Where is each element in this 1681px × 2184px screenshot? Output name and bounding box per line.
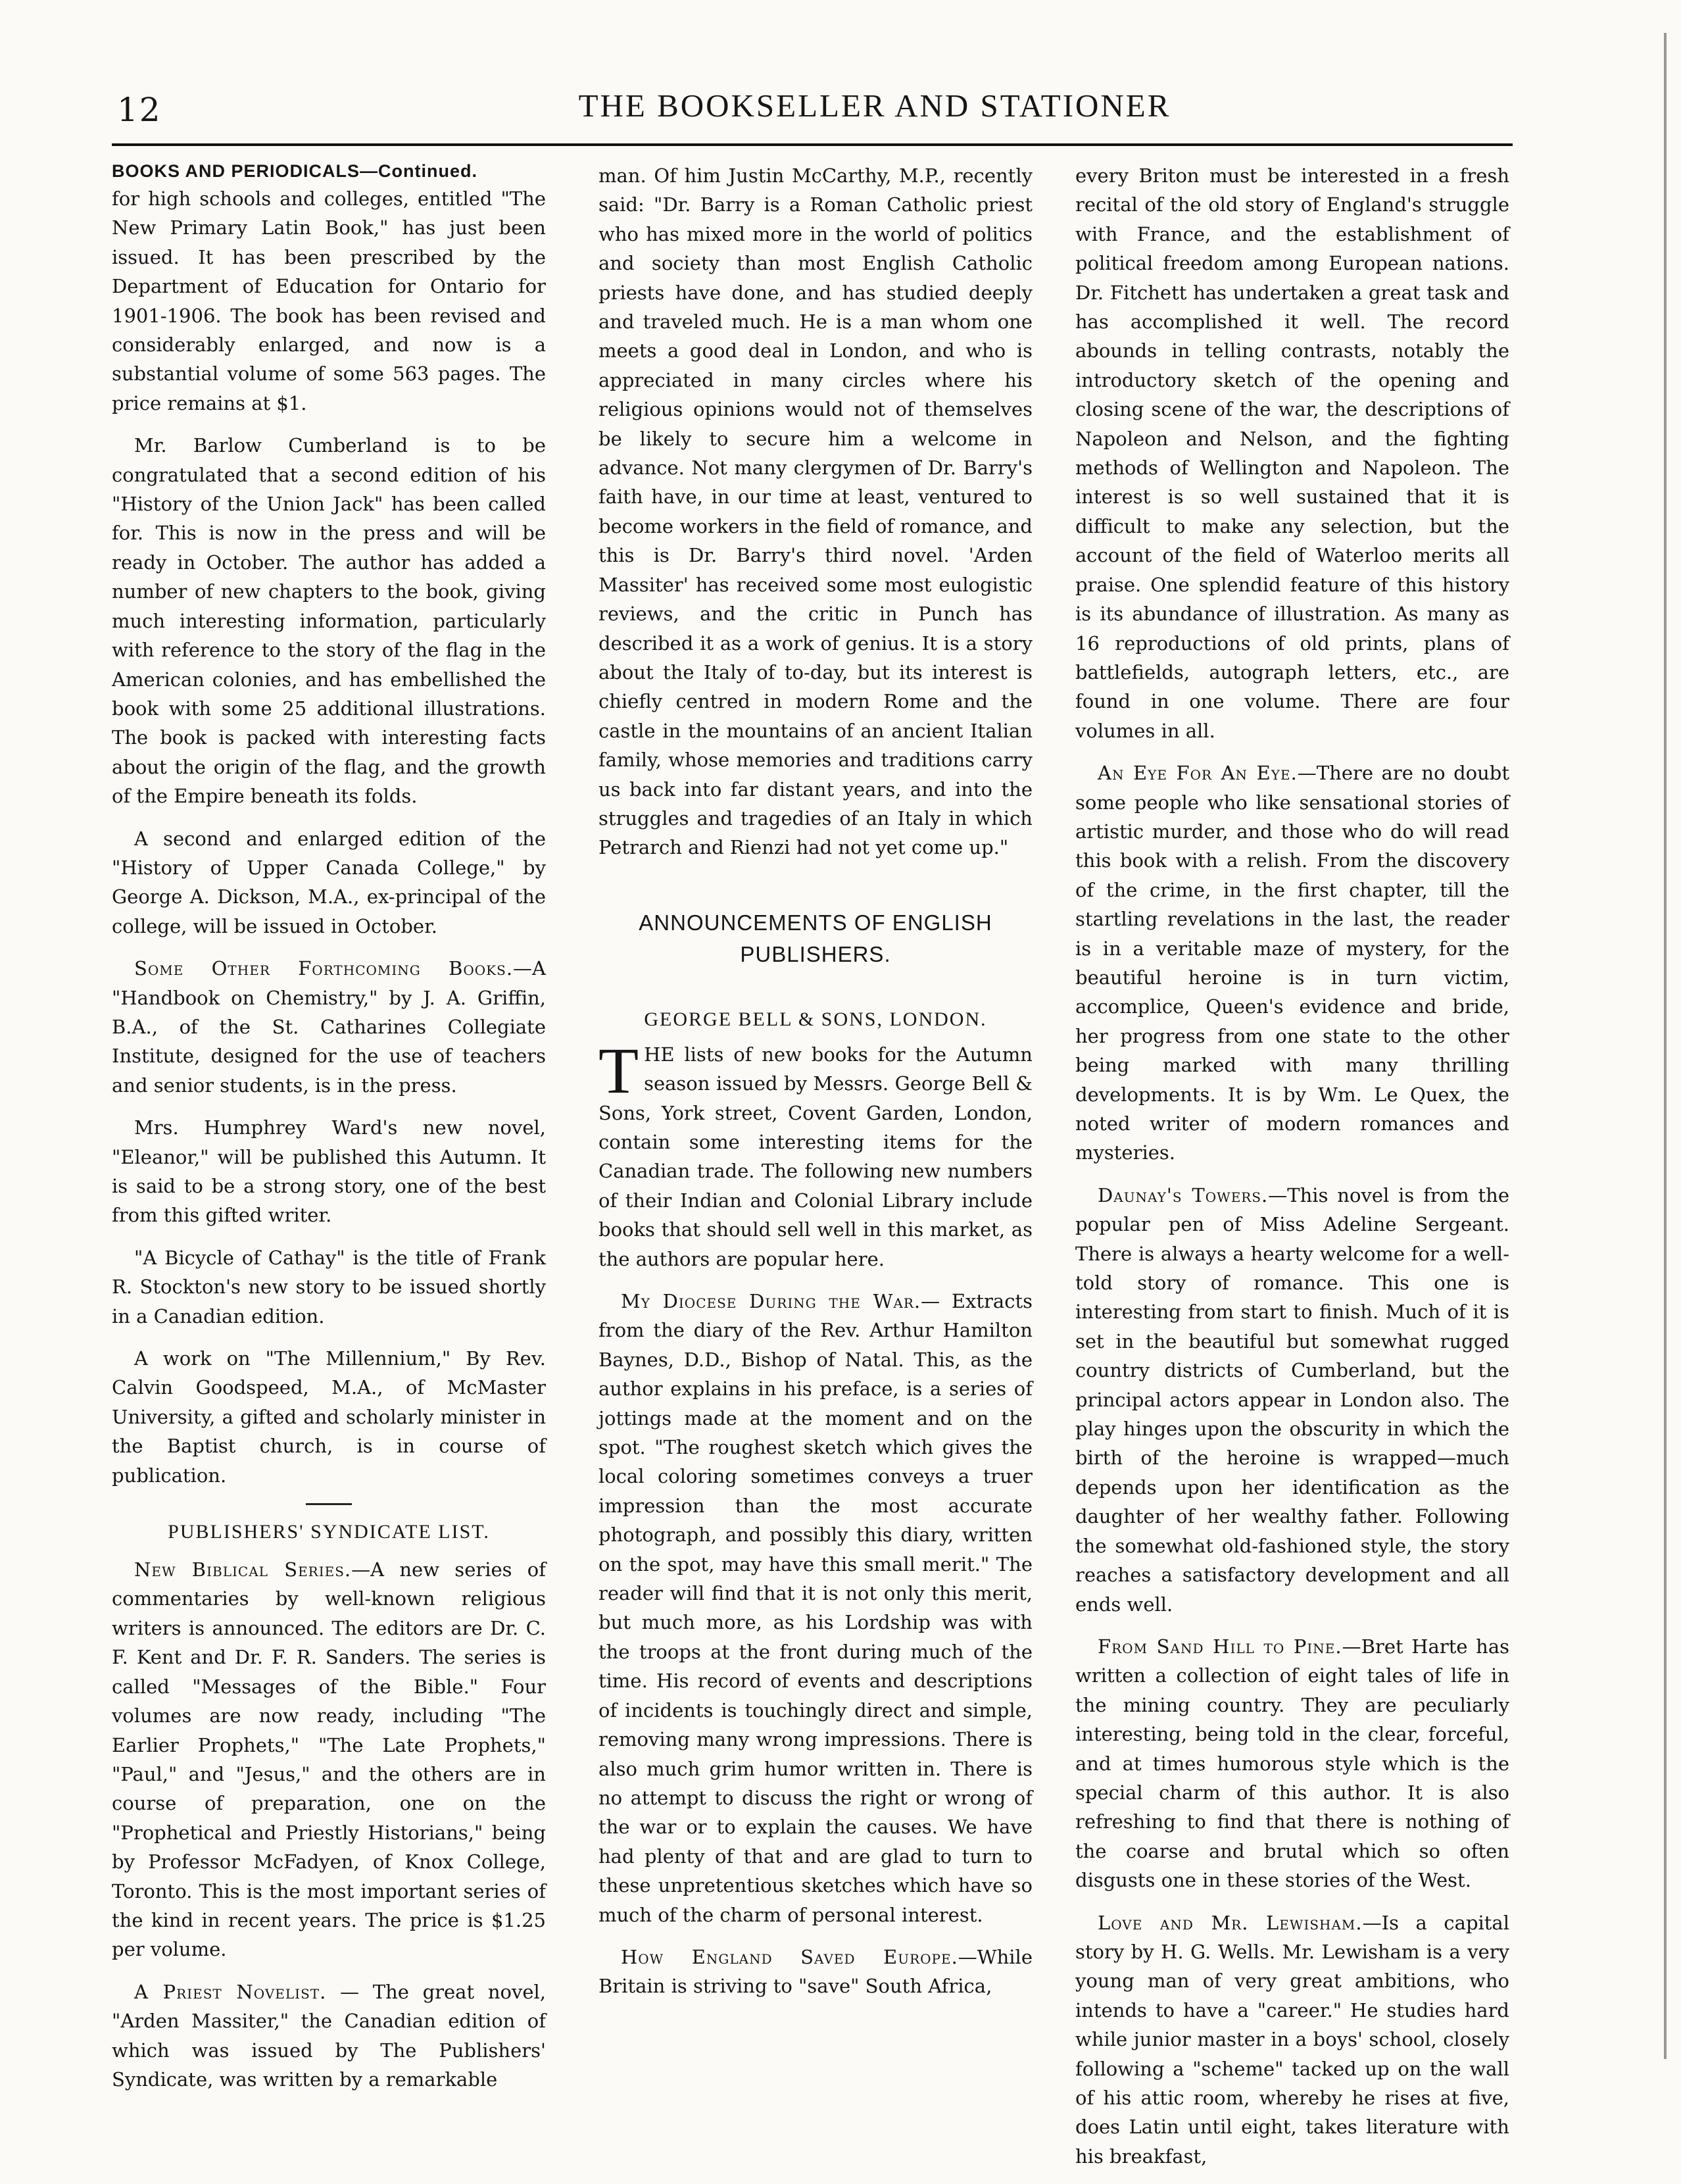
drop-cap: T bbox=[598, 1033, 639, 1107]
item-title: From Sand Hill to Pine. bbox=[1098, 1635, 1342, 1658]
divider bbox=[306, 1503, 352, 1505]
paragraph: An Eye For An Eye.—There are no doubt some people who like sensational stories of artistic murder, and those who do will read this book with a relish. From the discovery of the crime, in the first chapter, till the startling revelations in the last, the reader is in a veritable maze of mystery, for the beautiful heroine is in turn victim, accomplice, Queen's evidence and bride, her progress from one state to the other being marked with many thrilling developments. It is by Wm. Le Quex, the noted writer of modern romances and mysteries. bbox=[1075, 762, 1509, 1164]
item-title: Daunay's Towers. bbox=[1098, 1183, 1269, 1206]
paragraph: A Priest Novelist. — The great novel, "Arden Massiter," the Canadian edition of which was issued by The Publishers' Syndicate, was written by a remarkable bbox=[112, 1980, 546, 2091]
paragraph: for high schools and colleges, entitled "The New Primary Latin Book," has just been issued. It has been prescribed by the Department of Education for Ontario for 1901-1906. The book has been revised and considerably enlarged, and now is a substantial volume of some 563 pages. The price remains at $1. bbox=[112, 187, 546, 414]
paragraph: every Briton must be interested in a fresh recital of the old story of England's struggle with France, and the establishment of political freedom among European nations. Dr. Fitchett has undertaken a great task and has accomplished it well. The record abounds in telling contrasts, notably the introductory sketch of the opening and closing scene of the war, the descriptions of Napoleon and Nelson, and the fighting methods of Wellington and Napoleon. The interest is so well sustained that it is difficult to make any selection, but the account of the field of Waterloo merits all praise. One splendid feature of this history is its abundance of illustration. As many as 16 reproductions of old prints, plans of battlefields, autograph letters, etc., are found in one volume. There are four volumes in all. bbox=[1075, 164, 1509, 742]
header-rule bbox=[112, 143, 1513, 146]
paragraph: Mrs. Humphrey Ward's new novel, "Eleanor," will be published this Autumn. It is said to be a strong story, one of the best from this gifted writer. bbox=[112, 1116, 546, 1227]
binding-edge-mark bbox=[1664, 33, 1669, 2059]
paragraph: THE lists of new books for the Autumn season issued by Messrs. George Bell & Sons, York street, Covent Garden, London, contain some interesting items for the Canadian trade. The following new numbers of their Indian and Colonial Library include books that should sell well in this market, as the authors are popular here. bbox=[598, 1033, 1033, 1270]
item-title: Some Other Forthcoming Books. bbox=[134, 957, 514, 980]
paragraph: Love and Mr. Lewisham.—Is a capital story by H. G. Wells. Mr. Lewisham is a very young man of very great ambitions, who intends to have a "career." He studies hard while junior master in a boys' school, closely following a "scheme" tacked up on the wall of his attic room, whereby he rises at five, does Latin until eight, takes literature with his breakfast, bbox=[1075, 1911, 1509, 2168]
paragraph: New Biblical Series.—A new series of commentaries by well-known religious writers is announced. The editors are Dr. C. F. Kent and Dr. F. R. Sanders. The series is called "Messages of the Bible." Four volumes are now ready, including "The Earlier Prophets," "The Late Prophets," "Paul," and "Jesus," and the others are in course of preparation, one on the "Prophetical and Priestly Historians," being by Professor McFadyen, of Knox College, Toronto. This is the most important series of the kind in recent years. The price is $1.25 per volume. bbox=[112, 1558, 547, 1961]
page-number: 12 bbox=[117, 91, 162, 129]
paragraph: My Diocese During the War.— Extracts from the diary of the Rev. Arthur Hamilton Baynes, D.D., Bishop of Natal. This, as the author explains in his preface, is a series of jottings made at the moment and on the spot. "The roughest sketch which gives the local coloring sometimes conveys a truer impression than the most accurate photograph, and possibly this diary, written on the spot, may have this small merit." The reader will find that it is not only this merit, but much more, as his Lordship was with the troops at the front during much of the time. His record of events and descriptions of incidents is touchingly direct and simple, removing many wrong impressions. There is also much grim humor written in. There is no attempt to discuss the right or wrong of the war or to explain the causes. We have had plenty of that and are glad to turn to these unpretentious sketches which have so much of the charm of personal interest. bbox=[598, 1290, 1033, 1926]
paragraph: How England Saved Europe.—While Britain is striving to "save" South Africa, bbox=[598, 1945, 1033, 1998]
paragraph: From Sand Hill to Pine.—Bret Harte has written a collection of eight tales of life in the mining country. They are peculiarly interesting, being told in the clear, forceful, and at times humorous style which is the special charm of this author. It is also refreshing to find that there is nothing of the coarse and brutal which so often disgusts one in these stories of the West. bbox=[1075, 1635, 1509, 1892]
item-title: How England Saved Europe. bbox=[621, 1945, 958, 1968]
page-header bbox=[112, 87, 1565, 139]
item-title: Love and Mr. Lewisham. bbox=[1098, 1911, 1363, 1934]
announcements-heading: ANNOUNCEMENTS OF ENGLISH PUBLISHERS. bbox=[639, 910, 992, 966]
paragraph: man. Of him Justin McCarthy, M.P., recently said: "Dr. Barry is a Roman Catholic priest who has mixed more in the world of politics and society than most English Catholic priests have done, and has studied deeply and traveled much. He is a man whom one meets a good deal in London, and who is appreciated in many circles where his religious opinions would not of themselves be likely to secure him a welcome in advance. Not many clergymen of Dr. Barry's faith have, in our time at least, ventured to become workers in the field of romance, and this is Dr. Barry's third novel. 'Arden Massiter' has received some most eulogistic reviews, and the critic in Punch has described it as a work of genius. It is a story about the Italy of to-day, but its interest is chiefly centred in modern Rome and the castle in the mountains of an ancient Italian family, whose memories and traditions carry us back into far distant years, and into the struggles and tragedies of an Italy in which Petrarch and Rienzi had not yet come up." bbox=[598, 164, 1033, 859]
subsection-title: PUBLISHERS' SYNDICATE LIST. bbox=[168, 1521, 490, 1543]
paragraph: "A Bicycle of Cathay" is the title of Frank R. Stockton's new story to be issued shortly in a Canadian edition. bbox=[112, 1246, 546, 1328]
running-title: THE BOOKSELLER AND STATIONER bbox=[578, 87, 1171, 124]
section-title: BOOKS AND PERIODICALS—Continued. bbox=[112, 161, 477, 181]
binding-line bbox=[1664, 33, 1667, 2059]
item-title: A Priest Novelist. bbox=[134, 1980, 327, 2003]
paragraph: Daunay's Towers.—This novel is from the popular pen of Miss Adeline Sergeant. There is always a hearty welcome for a well-told story of romance. This one is interesting from start to finish. Much of it is set in the beautiful but somewhat rugged country districts of Cumberland, but the principal actors appear in London also. The play hinges upon the obscurity in which the birth of the heroine is wrapped—much depends upon her identification as the daughter of her wealthy father. Following the somewhat old-fashioned style, the story reaches a satisfactory development and all ends well. bbox=[1075, 1183, 1509, 1616]
item-title: New Biblical Series. bbox=[134, 1558, 352, 1581]
paragraph: A second and enlarged edition of the "History of Upper Canada College," by George A. Dickson, M.A., ex-principal of the college, will be issued in October. bbox=[112, 827, 546, 937]
paragraph: Mr. Barlow Cumberland is to be congratulated that a second edition of his "History of the Union Jack" has been called for. This is now in the press and will be ready in October. The author has added a number of new chapters to the book, giving much interesting information, particularly with reference to the story of the flag in the American colonies, and has embellished the book with some 25 additional illustrations. The book is packed with interesting facts about the origin of the flag, and the growth of the Empire beneath its folds. bbox=[112, 434, 546, 808]
item-title: My Diocese During the War. bbox=[621, 1290, 921, 1312]
paragraph: Some Other Forthcoming Books.—A "Handbook on Chemistry," by J. A. Griffin, B.A., of the St. Catharines Collegiate Institute, designed for the use of teachers and senior students, is in the press. bbox=[112, 957, 546, 1097]
item-title: An Eye For An Eye. bbox=[1098, 762, 1298, 785]
column-3 bbox=[1075, 161, 1509, 2168]
publisher-heading: GEORGE BELL & SONS, LONDON. bbox=[644, 1008, 987, 1030]
column-1 bbox=[112, 161, 546, 2128]
column-2 bbox=[598, 161, 1033, 2128]
paragraph: A work on "The Millennium," By Rev. Calvin Goodspeed, M.A., of McMaster University, a gifted and scholarly minister in the Baptist church, is in course of publication. bbox=[112, 1347, 546, 1487]
